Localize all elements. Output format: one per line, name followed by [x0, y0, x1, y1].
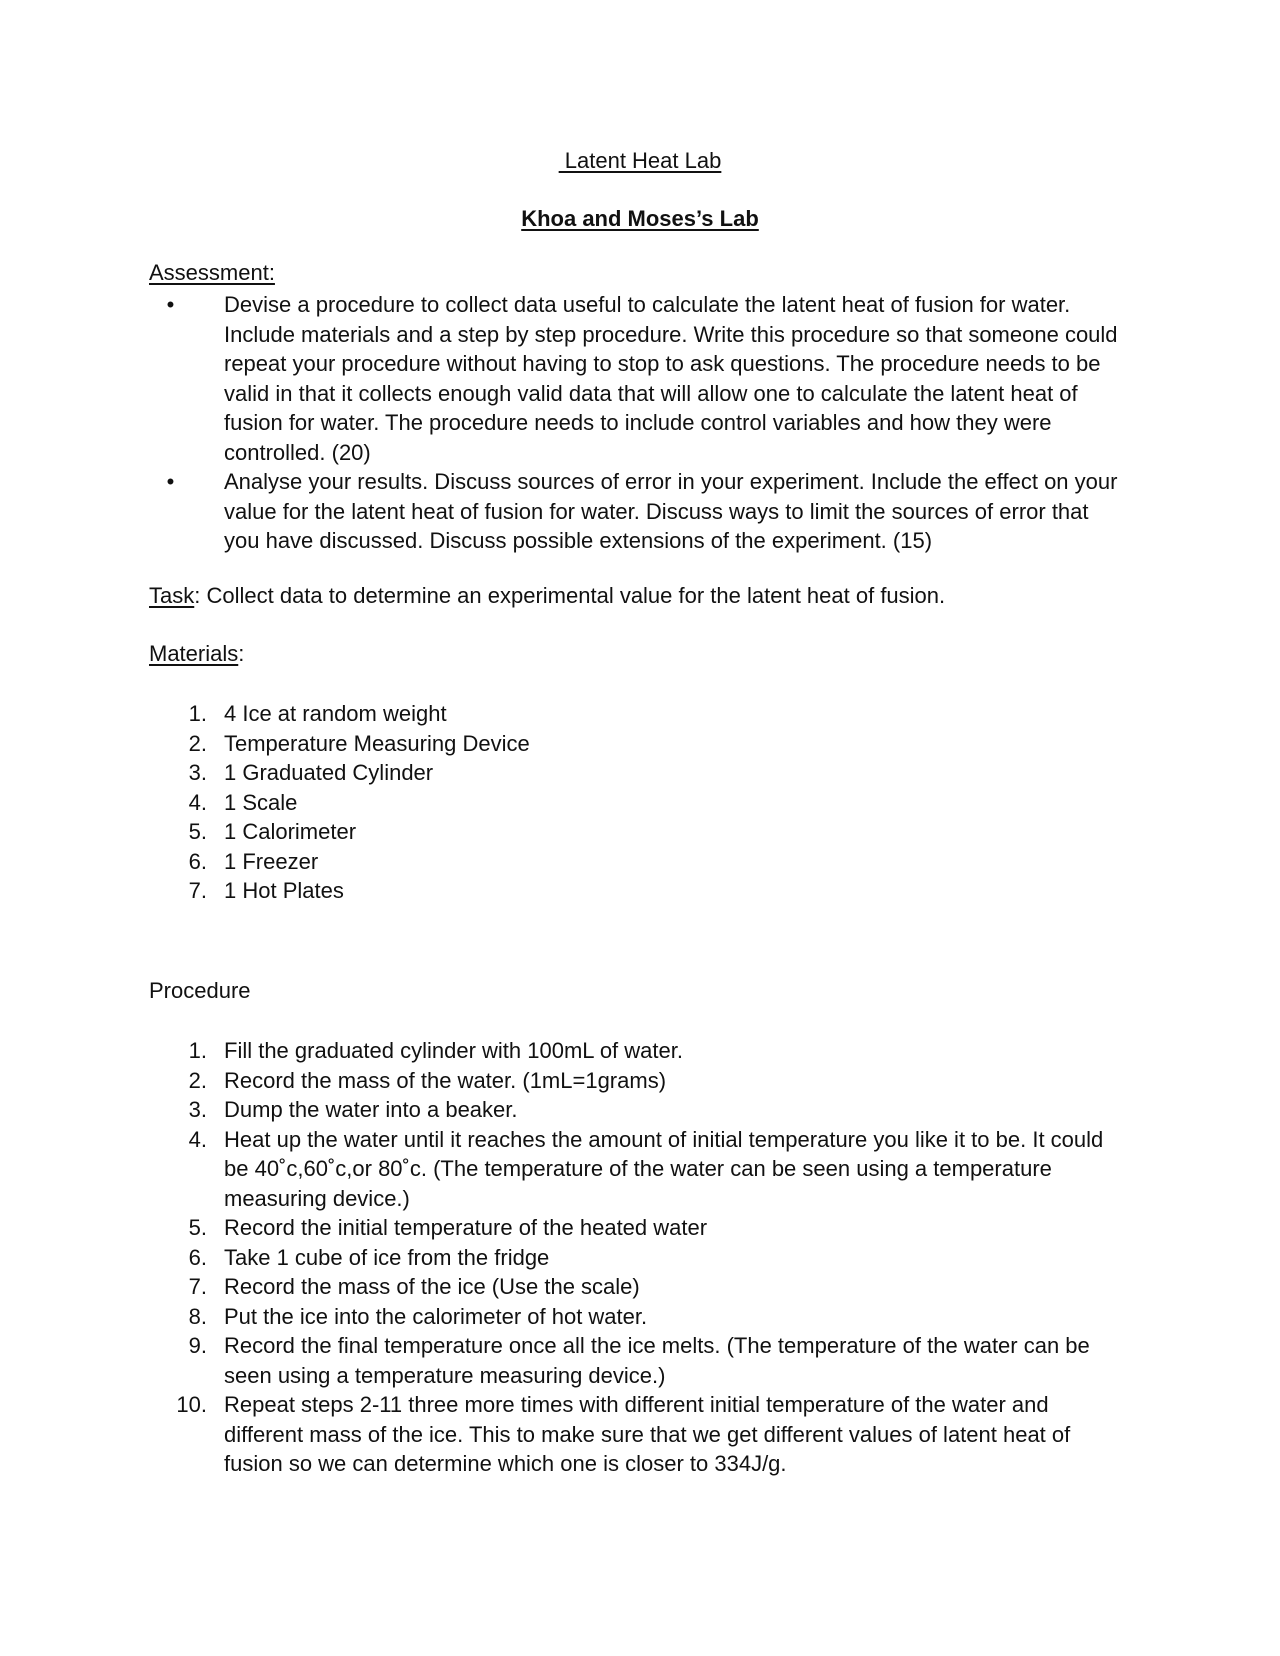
materials-heading [149, 641, 244, 667]
procedure-step-text: Repeat steps 2-11 three more times with different initial temperature of the water and different mass of the ice. This to make sure that we get different values of latent heat of fusion so we can determine which one is closer to 334J/g. [224, 1392, 1071, 1476]
procedure-step-text: Record the mass of the ice (Use the scale) [224, 1274, 640, 1299]
list-item [149, 758, 1129, 788]
material-text: Temperature Measuring Device [224, 730, 530, 756]
assessment-item-text: Devise a procedure to collect data useful to calculate the latent heat of fusion for water. Include materials and a step by step procedure. Write this procedure so that someone could repeat your procedure without having to stop to ask questions. The procedure needs to be valid in that it collects enough valid data that will allow one to calculate the latent heat of fusion for water. The procedure needs to include control variables and how they were controlled. (20) [224, 292, 1118, 465]
materials-label: Materials [149, 641, 239, 666]
list-number: 5. [188, 1215, 207, 1240]
assessment-heading: Assessment: [149, 260, 275, 285]
list-item [149, 1095, 1129, 1125]
list-item [149, 847, 1129, 877]
document-title [0, 148, 1280, 174]
list-number: 4. [188, 1126, 207, 1152]
list-item [149, 876, 1129, 906]
list-number: 3. [188, 1097, 207, 1122]
procedure-step-text: Record the mass of the water. (1mL=1grams) [224, 1067, 667, 1093]
list-item [149, 1390, 1129, 1479]
list-number: 8. [188, 1303, 207, 1329]
procedure-step-text: Put the ice into the calorimeter of hot water. [224, 1303, 648, 1329]
list-item [149, 1272, 1129, 1302]
procedure-step-text: Fill the graduated cylinder with 100mL of water. [224, 1038, 683, 1063]
procedure-step-text: Take 1 cube of ice from the fridge [224, 1244, 550, 1270]
procedure-step-text: Heat up the water until it reaches the amount of initial temperature you like it to be. It could be 40˚c,60˚c,or 80˚c. (The temperature of the water can be seen using a temperature measuring device.) [224, 1126, 1104, 1211]
list-number: 9. [188, 1333, 207, 1358]
material-text: 1 Freezer [224, 848, 319, 874]
list-number: 1. [188, 701, 207, 726]
material-text: 1 Scale [224, 789, 298, 815]
list-item [149, 788, 1129, 818]
list-number: 7. [188, 1274, 207, 1299]
bullet-marker: • [166, 292, 175, 317]
list-item [149, 729, 1129, 759]
material-text: 1 Graduated Cylinder [224, 760, 434, 785]
bullet-marker: • [166, 469, 175, 494]
procedure-list [149, 1036, 1129, 1479]
list-item [149, 817, 1129, 847]
document-subtitle [0, 206, 1280, 232]
list-number: 6. [188, 1244, 207, 1270]
material-text: 4 Ice at random weight [224, 701, 447, 726]
list-number: 10. [176, 1392, 207, 1417]
list-item [149, 467, 1129, 556]
list-item [149, 1243, 1129, 1273]
list-number: 6. [188, 848, 207, 874]
list-number: 7. [188, 878, 207, 903]
subtitle-text: Khoa and Moses’s Lab [521, 206, 759, 231]
list-item [149, 1213, 1129, 1243]
list-number: 5. [188, 819, 207, 844]
procedure-step-text: Record the initial temperature of the heated water [224, 1215, 708, 1240]
material-text: 1 Calorimeter [224, 819, 357, 844]
procedure-step-text: Record the final temperature once all the ice melts. (The temperature of the water can be seen using a temperature measuring device.) [224, 1333, 1090, 1388]
list-number: 3. [188, 760, 207, 785]
list-number: 2. [188, 1067, 207, 1093]
task-label: Task [149, 583, 195, 608]
list-item [149, 1066, 1129, 1096]
title-text: Latent Heat Lab [558, 148, 722, 173]
materials-list [149, 699, 1129, 906]
list-item [149, 1302, 1129, 1332]
list-number: 4. [188, 789, 207, 815]
list-item [149, 290, 1129, 467]
list-number: 2. [188, 730, 207, 756]
material-text: 1 Hot Plates [224, 878, 344, 903]
task-text: : Collect data to determine an experimental value for the latent heat of fusion. [194, 583, 946, 608]
assessment-list [149, 290, 1129, 556]
task-line [149, 583, 945, 609]
list-item [149, 1036, 1129, 1066]
assessment-item-text: Analyse your results. Discuss sources of error in your experiment. Include the effect on your value for the latent heat of fusion for water. Discuss ways to limit the sources of error that you have discussed. Discuss possible extensions of the experiment. (15) [224, 469, 1118, 553]
list-number: 1. [188, 1038, 207, 1063]
list-item [149, 1125, 1129, 1214]
list-item [149, 699, 1129, 729]
procedure-heading: Procedure [149, 978, 251, 1003]
list-item [149, 1331, 1129, 1390]
materials-suffix: : [238, 641, 245, 666]
procedure-step-text: Dump the water into a beaker. [224, 1097, 518, 1122]
